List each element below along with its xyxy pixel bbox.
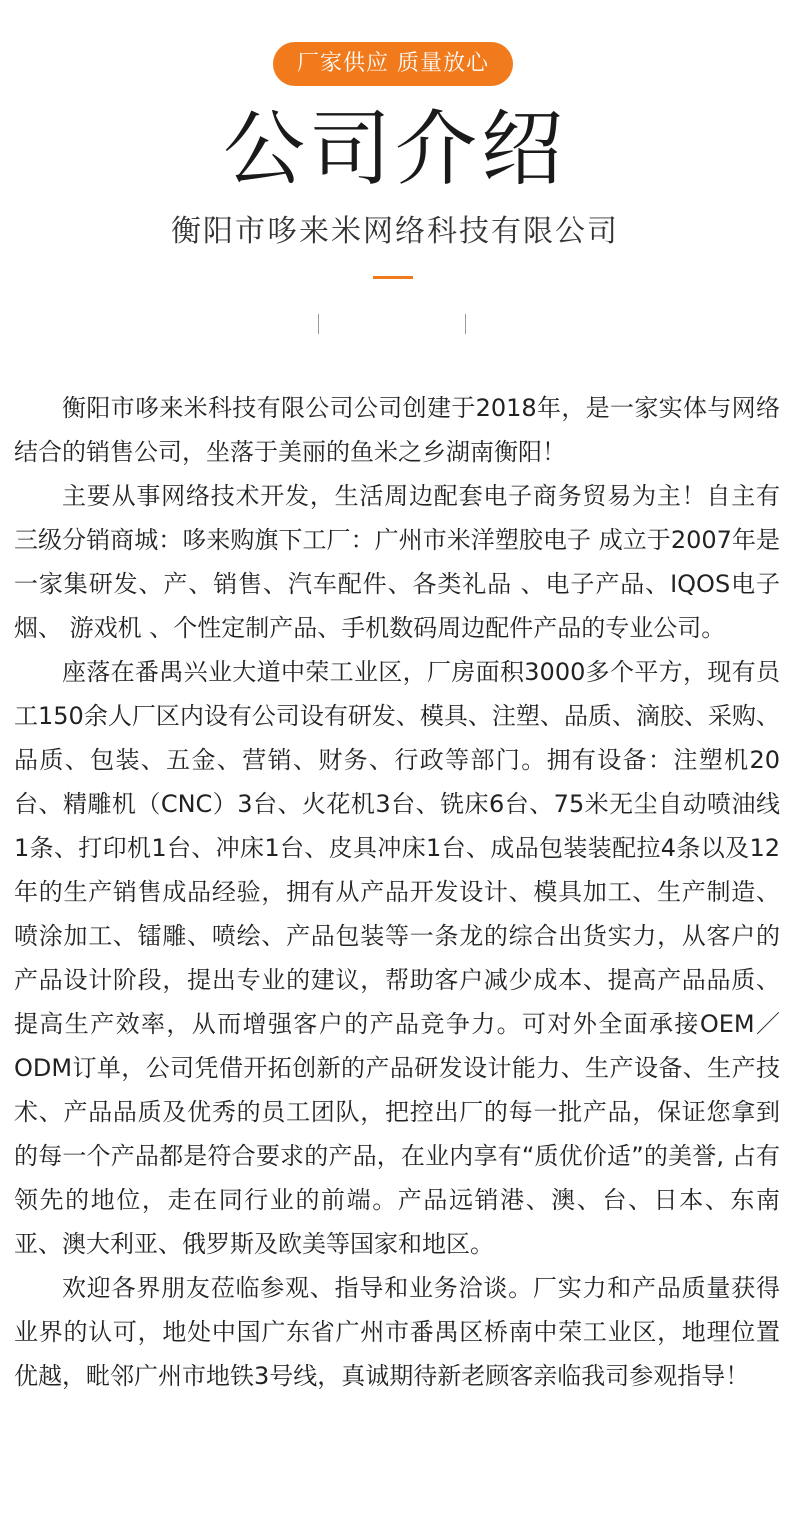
- company-description: [14, 386, 780, 1398]
- paragraph-factory: 座落在番禺兴业大道中荣工业区，厂房面积3000多个平方，现有员工150余人厂区内设有公司设有研发、模具、注塑、品质、滴胶、采购、品质、包装、五金、营销、财务、行政等部门。拥有设备：注塑机20台、精雕机（CNC）3台、火花机3台、铣床6台、75米无尘自动喷油线1条、打印机1台、冲床1台、皮具冲床1台、成品包装装配拉4条以及12年的生产销售成品经验，拥有从产品开发设计、模具加工、生产制造、喷涂加工、镭雕、喷绘、产品包装等一条龙的综合出货实力，从客户的产品设计阶段，提出专业的建议，帮助客户减少成本、提高产品品质、提高生产效率，从而增强客户的产品竞争力。可对外全面承接OEM／ODM订单，公司凭借开拓创新的产品研发设计能力、生产设备、生产技术、产品品质及优秀的员工团队，把控出厂的每一批产品，保证您拿到的每一个产品都是符合要求的产品，在业内享有“质优价适”的美誉, 占有领先的地位，走在同行业的前端。产品远销港、澳、台、日本、东南亚、澳大利亚、俄罗斯及欧美等国家和地区。: [14, 658, 780, 1258]
- company-name: 衡阳市哆来米网络科技有限公司: [171, 214, 619, 249]
- accent-divider: [373, 276, 413, 279]
- page-title: 公司介绍: [222, 102, 567, 197]
- promo-badge: 厂家供应 质量放心: [273, 42, 513, 86]
- paragraph-welcome: 欢迎各界朋友莅临参观、指导和业务洽谈。厂实力和产品质量获得业界的认可，地处中国广东省广州市番禺区桥南中荣工业区，地理位置优越，毗邻广州市地铁3号线，真诚期待新老顾客亲临我司参观指导！: [14, 1274, 780, 1390]
- divider-tick-right: [465, 314, 466, 334]
- divider-tick-left: [318, 314, 319, 334]
- paragraph-founding: 衡阳市哆来米科技有限公司公司创建于2018年，是一家实体与网络结合的销售公司，坐落于美丽的鱼米之乡湖南衡阳！: [14, 394, 780, 466]
- paragraph-business: 主要从事网络技术开发，生活周边配套电子商务贸易为主！自主有三级分销商城：哆来购旗下工厂：广州市米洋塑胶电子 成立于2007年是一家集研发、产、销售、汽车配件、各类礼品 、电子产品、IQOS电子烟、 游戏机 、个性定制产品、手机数码周边配件产品的专业公司。: [14, 482, 780, 642]
